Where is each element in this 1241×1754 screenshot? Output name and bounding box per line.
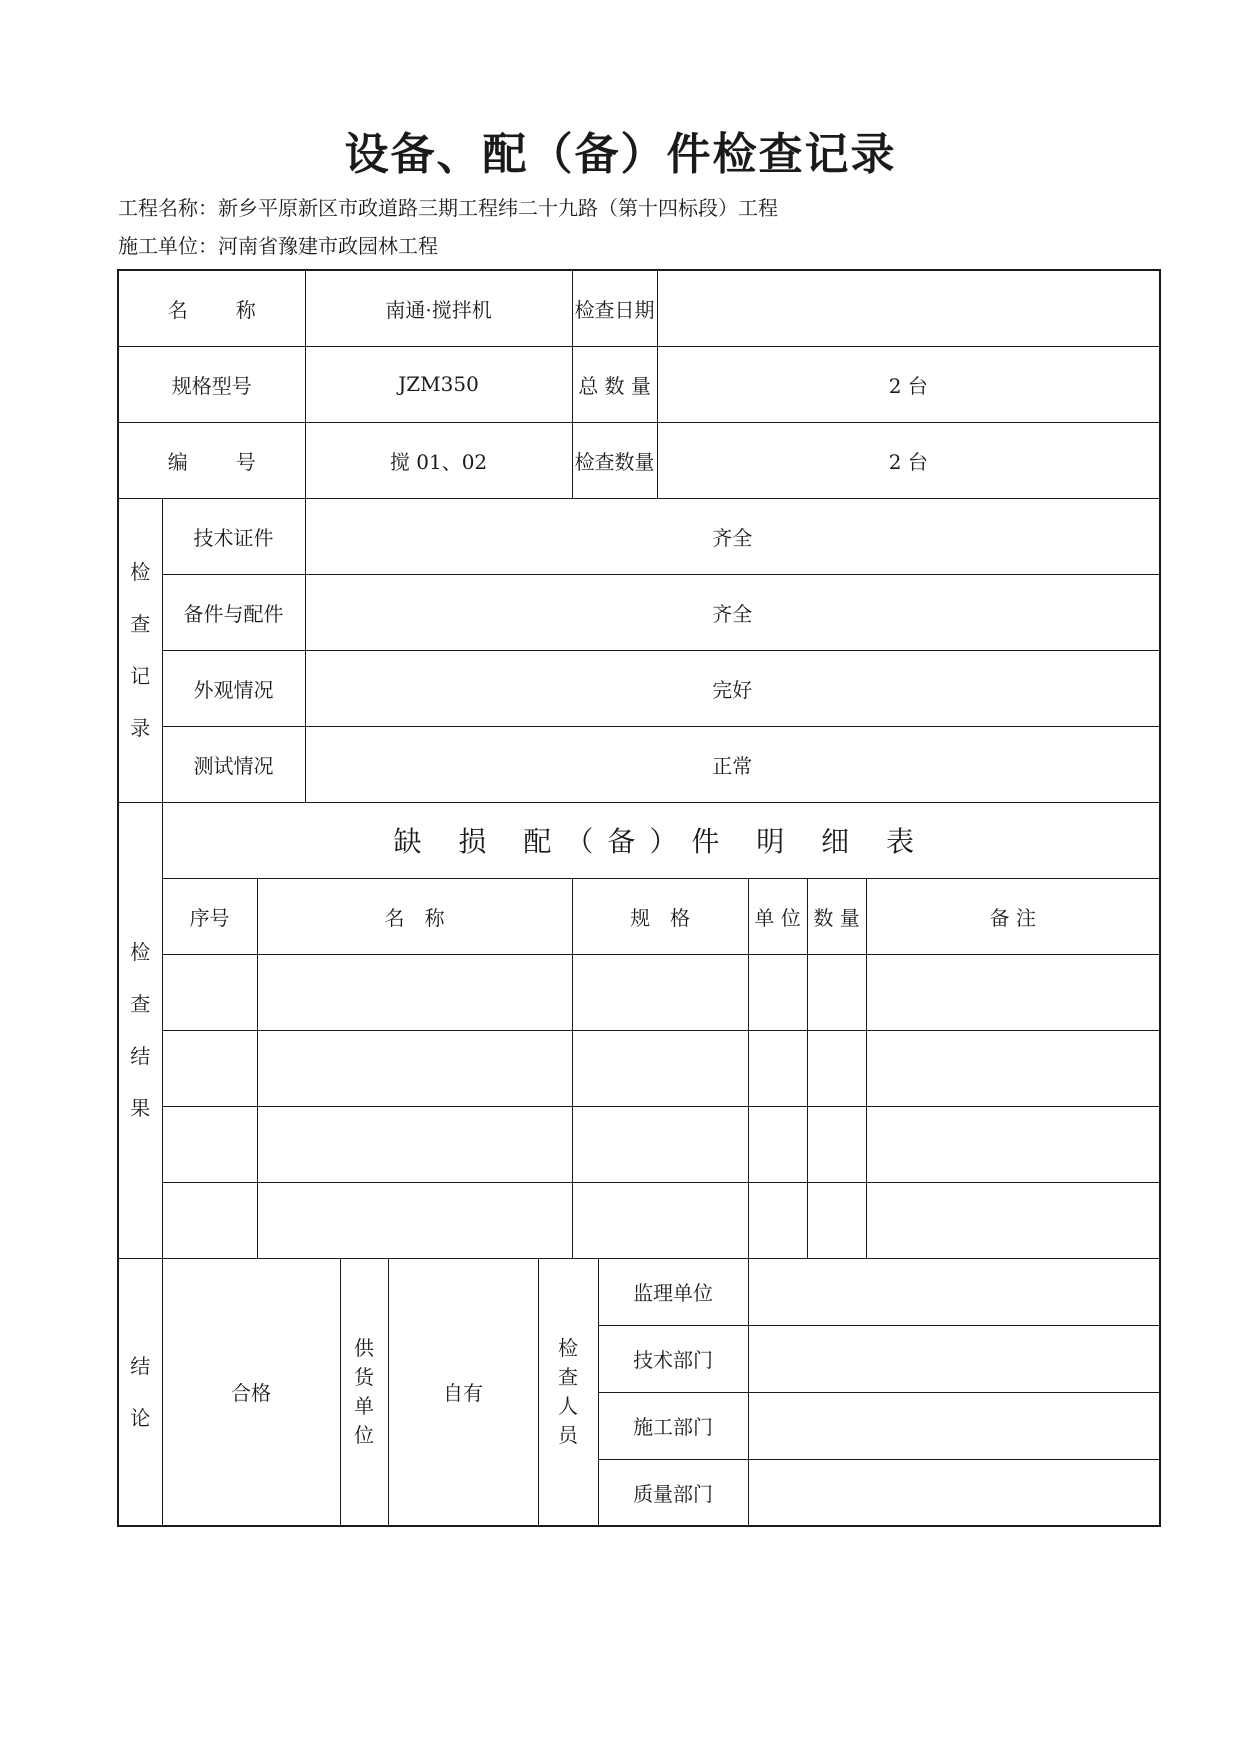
cell[interactable] <box>162 954 257 1030</box>
result-label-char: 果 <box>130 1096 151 1120</box>
table-row <box>118 1106 1160 1182</box>
cell[interactable] <box>162 1182 257 1258</box>
cell[interactable] <box>572 1182 748 1258</box>
record-item-value: 齐全 <box>305 574 1160 650</box>
record-label-char: 录 <box>130 716 151 740</box>
check-date-field[interactable] <box>657 270 1160 346</box>
supplier-label-char: 供 <box>354 1335 375 1360</box>
result-label-char: 结 <box>130 1044 151 1068</box>
number-label: 编号 <box>118 422 305 498</box>
inspector-label-char: 员 <box>558 1422 579 1447</box>
supplier-label <box>340 1258 388 1526</box>
project-name-line: 工程名称：新乡平原新区市政道路三期工程纬二十九路（第十四标段）工程 <box>118 196 778 220</box>
cell[interactable] <box>572 1030 748 1106</box>
inspector-role: 施工部门 <box>598 1392 748 1459</box>
cell[interactable] <box>866 954 1160 1030</box>
cell[interactable] <box>748 1182 807 1258</box>
check-date-label: 检查日期 <box>572 270 657 346</box>
page-title: 设备、配（备）件检查记录 <box>344 129 897 180</box>
cell[interactable] <box>866 1182 1160 1258</box>
result-label-char: 查 <box>130 992 151 1016</box>
result-label-char: 检 <box>130 940 151 964</box>
inspector-signature[interactable] <box>748 1459 1160 1526</box>
inspector-signature[interactable] <box>748 1258 1160 1325</box>
cell[interactable] <box>257 1106 572 1182</box>
inspector-label <box>538 1258 598 1526</box>
model-value: JZM350 <box>305 346 572 422</box>
inspector-label-char: 检 <box>558 1335 579 1360</box>
missing-parts-subtitle: 缺 损 配（备）件 明 细 表 <box>162 802 1160 878</box>
number-value: 搅 01、02 <box>305 422 572 498</box>
table-row <box>118 1030 1160 1106</box>
cell[interactable] <box>748 1106 807 1182</box>
total-quantity-label: 总 数 量 <box>572 346 657 422</box>
record-item-label: 备件与配件 <box>162 574 305 650</box>
cell[interactable] <box>866 1030 1160 1106</box>
cell[interactable] <box>807 1182 866 1258</box>
inspector-label-char: 人 <box>558 1393 579 1418</box>
supplier-label-char: 货 <box>354 1364 375 1389</box>
check-quantity-value: 2 台 <box>657 422 1160 498</box>
inspector-role: 质量部门 <box>598 1459 748 1526</box>
cell[interactable] <box>807 954 866 1030</box>
inspector-signature[interactable] <box>748 1392 1160 1459</box>
inspector-label-char: 查 <box>558 1364 579 1389</box>
name-label: 名称 <box>118 270 305 346</box>
record-section-label <box>118 498 162 802</box>
record-label-char: 查 <box>130 612 151 636</box>
column-header: 序号 <box>162 878 257 954</box>
cell[interactable] <box>257 1030 572 1106</box>
equipment-name: 南通·搅拌机 <box>305 270 572 346</box>
inspector-role: 监理单位 <box>598 1258 748 1325</box>
table-row <box>118 1182 1160 1258</box>
check-quantity-label: 检查数量 <box>572 422 657 498</box>
column-header: 规 格 <box>572 878 748 954</box>
column-header: 单 位 <box>748 878 807 954</box>
inspector-signature[interactable] <box>748 1325 1160 1392</box>
cell[interactable] <box>162 1106 257 1182</box>
cell[interactable] <box>257 954 572 1030</box>
cell[interactable] <box>866 1106 1160 1182</box>
conclusion-value: 合格 <box>162 1258 340 1526</box>
column-header: 名 称 <box>257 878 572 954</box>
supplier-label-char: 单 <box>354 1393 375 1418</box>
cell[interactable] <box>748 1030 807 1106</box>
record-item-value: 正常 <box>305 726 1160 802</box>
supplier-label-char: 位 <box>354 1422 375 1447</box>
cell[interactable] <box>807 1030 866 1106</box>
supplier-value: 自有 <box>388 1258 538 1526</box>
column-header: 备 注 <box>866 878 1160 954</box>
contractor-line: 施工单位：河南省豫建市政园林工程 <box>118 234 438 258</box>
cell[interactable] <box>572 1106 748 1182</box>
inspection-record-table <box>117 269 1161 1527</box>
cell[interactable] <box>572 954 748 1030</box>
record-item-label: 测试情况 <box>162 726 305 802</box>
result-section-label <box>118 802 162 1258</box>
table-row <box>118 954 1160 1030</box>
record-item-value: 完好 <box>305 650 1160 726</box>
conclusion-section-label <box>118 1258 162 1526</box>
record-item-value: 齐全 <box>305 498 1160 574</box>
inspector-role: 技术部门 <box>598 1325 748 1392</box>
model-label: 规格型号 <box>118 346 305 422</box>
conclusion-label-char: 结 <box>130 1353 151 1378</box>
cell[interactable] <box>807 1106 866 1182</box>
column-header: 数 量 <box>807 878 866 954</box>
record-label-char: 检 <box>130 560 151 584</box>
total-quantity-value: 2 台 <box>657 346 1160 422</box>
cell[interactable] <box>162 1030 257 1106</box>
cell[interactable] <box>748 954 807 1030</box>
conclusion-label-char: 论 <box>130 1405 151 1430</box>
record-label-char: 记 <box>130 664 151 688</box>
record-item-label: 外观情况 <box>162 650 305 726</box>
record-item-label: 技术证件 <box>162 498 305 574</box>
cell[interactable] <box>257 1182 572 1258</box>
